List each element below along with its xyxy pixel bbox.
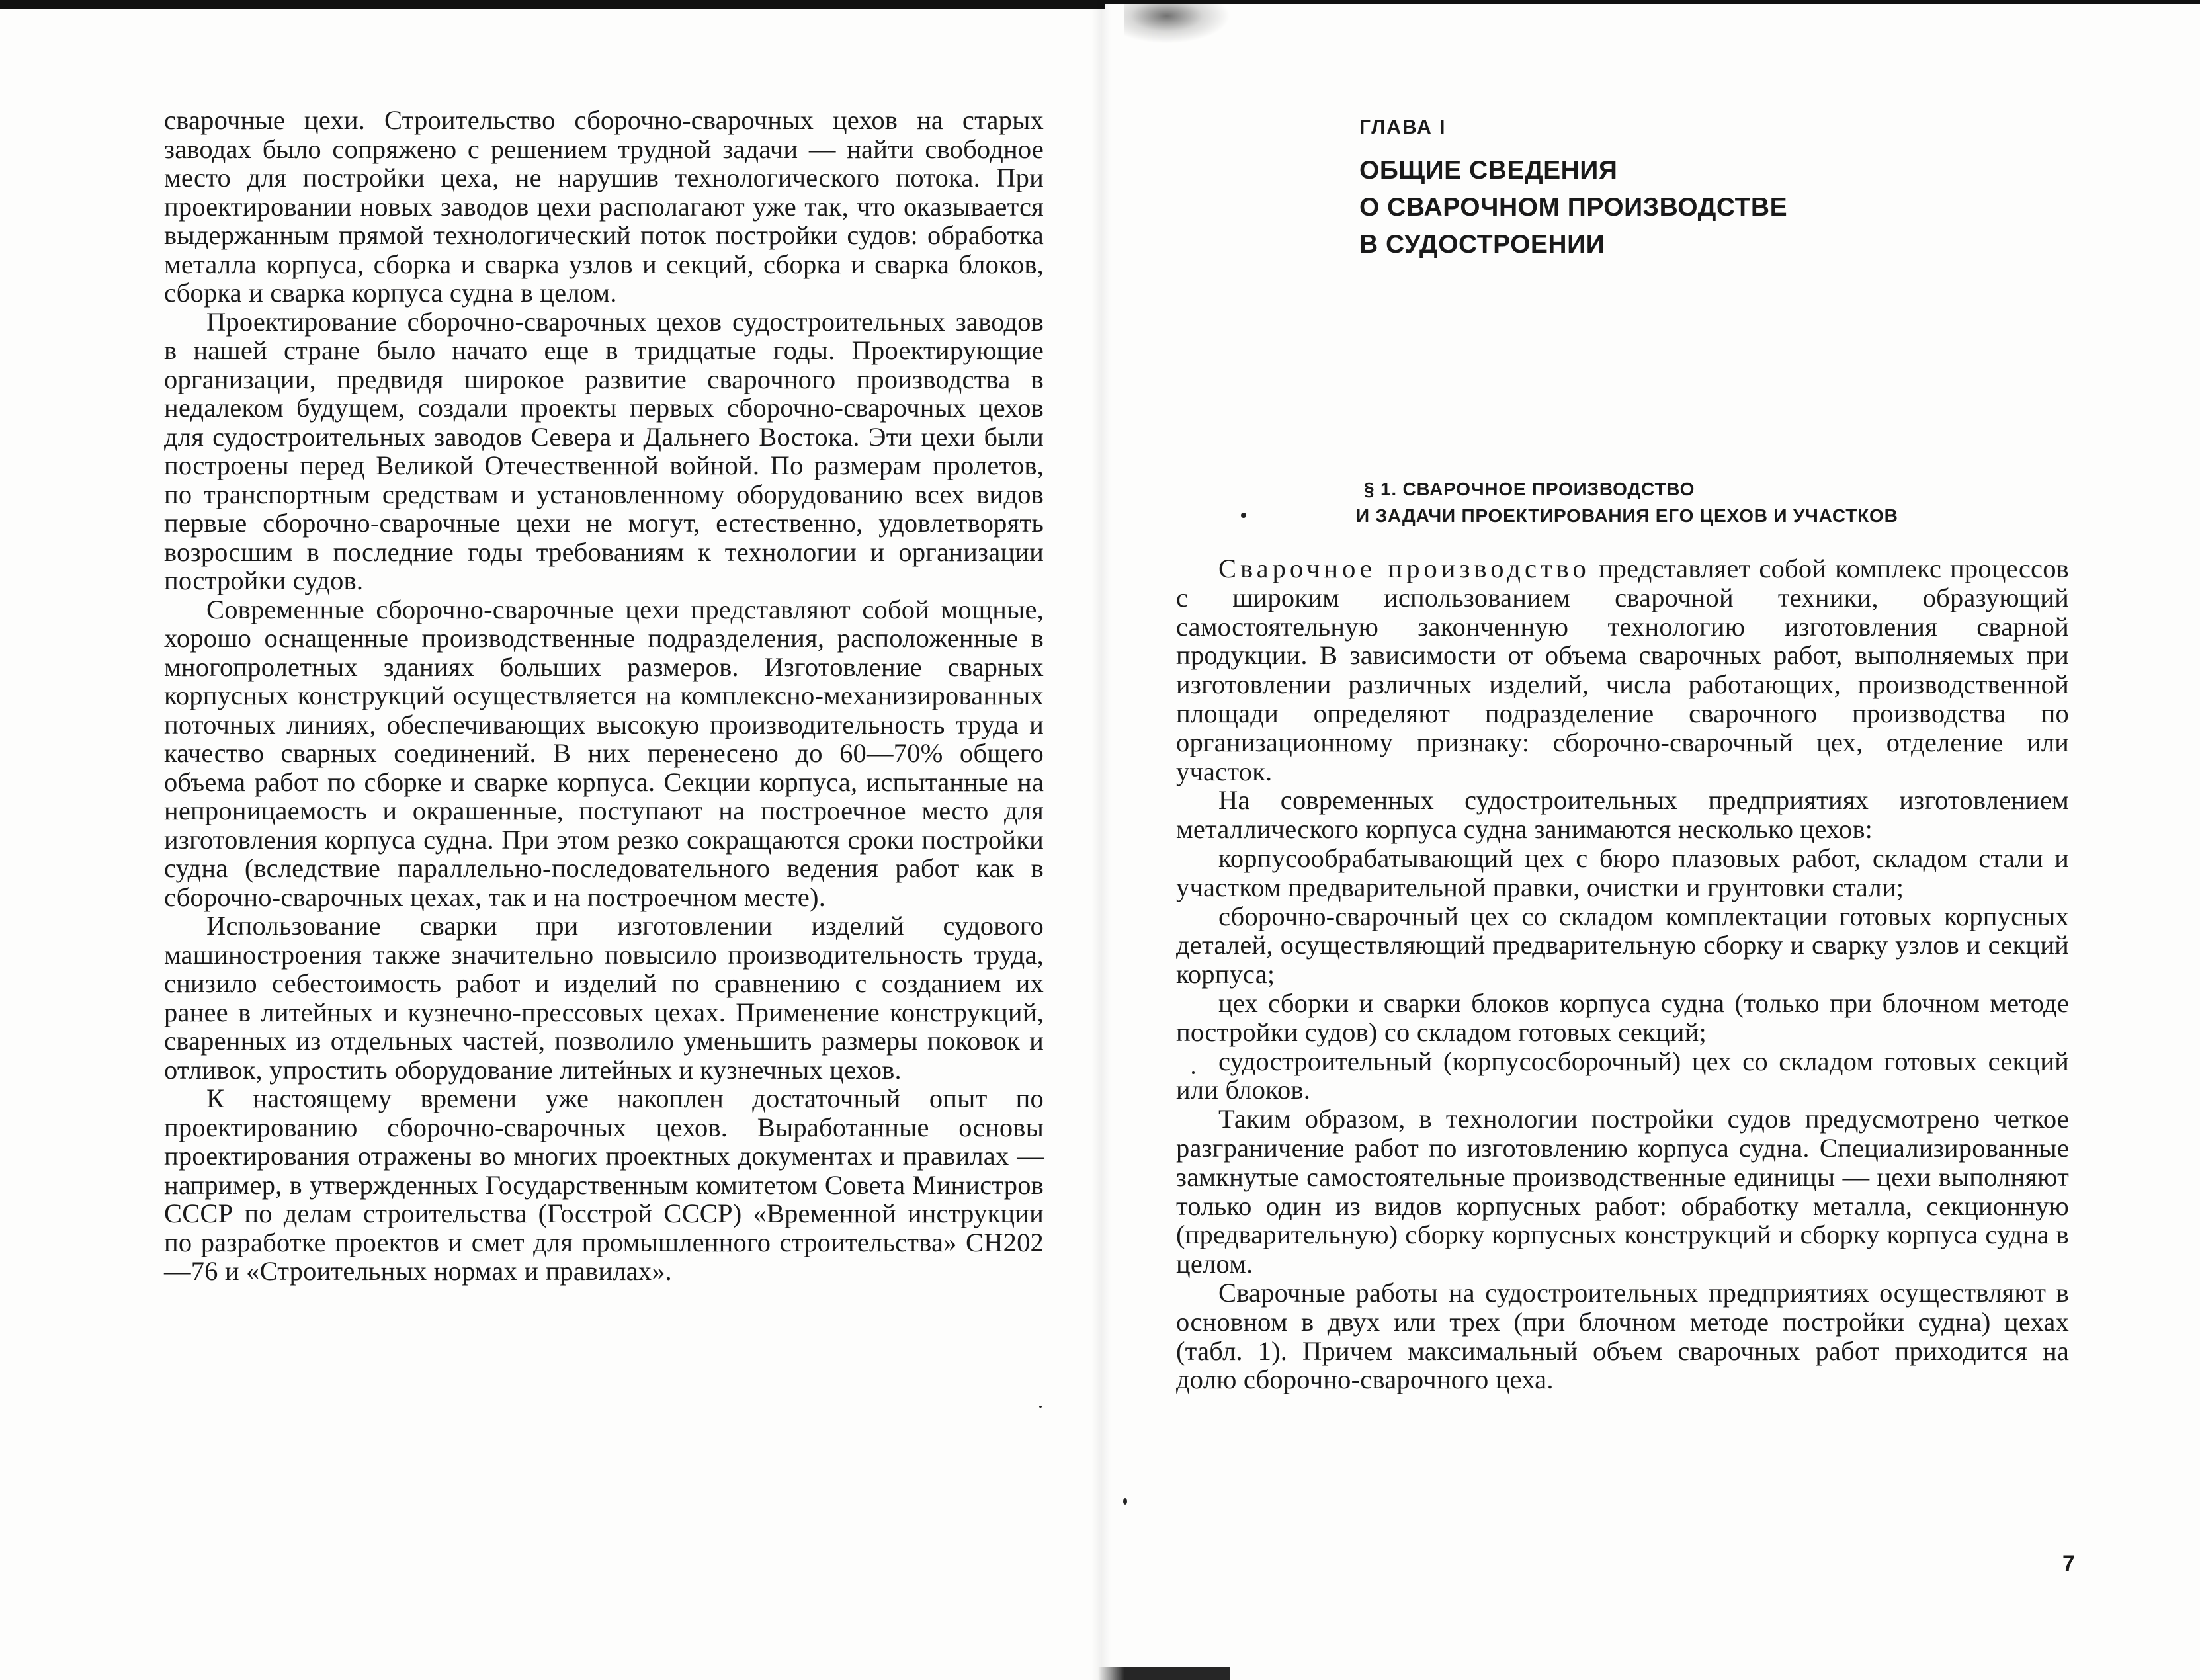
section-heading (1356, 476, 1898, 529)
paragraph: сборочно-сварочный цех со складом комплектации готовых корпусных деталей, осуществляющий предварительную сборку и сварку узлов и секций корпуса; (1176, 901, 2069, 989)
scan-edge-shadow (0, 0, 1105, 9)
scan-edge-shadow (1105, 0, 2200, 4)
right-page-text (1176, 554, 2069, 1394)
paragraph: Проектирование сборочно-сварочных цехов судостроительных заводов в нашей стране было начато еще в тридцатые годы. Проектирующие организации, предвидя широкое развитие сварочного производства в недалеком будущем, создали проекты первых сборочно-сварочных цехов для судостроительных заводов Севера и Дальнего Востока. Эти цехи были построены перед Великой Отечественной войной. По размерам пролетов, по транспортным средствам и установленному оборудованию всех видов первые сборочно-сварочные цехи не могут, естественно, удовлетворять возросшим в последние годы требованиям к технологии и организации постройки судов. (164, 306, 1044, 595)
chapter-header (1359, 116, 1787, 263)
paragraph: Использование сварки при изготовлении изделий судового машиностроения также значительно повысило производительность труда, снизило себестоимость работ и изделий по сравнению с созданием их ранее в литейных и кузнечно-прессовых цехах. Применение конструкций, сваренных из отдельных частей, позволило уменьшить размеры поковок и отливок, упростить оборудование литейных и кузнечных цехов. (164, 911, 1044, 1085)
paragraph: К настоящему времени уже накоплен достаточный опыт по проектированию сборочно-сварочных цехов. Выработанные основы проектирования отражены во многих проектных документах и правилах — например, в утвержденных Государственным комитетом Совета Министров СССР по делам строительства (Госстрой СССР) «Временной инструкции по разработке проектов и смет для промышленного строительства» СН202—76 и «Строительных нормах и правилах». (164, 1083, 1044, 1286)
paragraph: сварочные цехи. Строительство сборочно-сварочных цехов на старых заводах было сопряжено с решением трудной задачи — найти свободное место для постройки цеха, не нарушив технологического потока. При проектировании новых заводов цехи располагают уже так, что оказывается выдержанным прямой технологический поток постройки судов: обработка металла корпуса, сборка и сварка узлов и секций, сборка и сварка блоков, сборка и сварка корпуса судна в целом. (164, 105, 1044, 308)
left-page-text (164, 106, 1044, 1286)
scan-dust (1039, 1406, 1042, 1408)
chapter-label: ГЛАВА I (1359, 116, 1447, 138)
section-heading-line: § 1. СВАРОЧНОЕ ПРОИЗВОДСТВО (1364, 479, 1695, 499)
scan-edge-shadow (1098, 1667, 1230, 1680)
paragraph: корпусообрабатывающий цех с бюро плазовых работ, складом стали и участком предварительной правки, очистки и грунтовки стали; (1176, 843, 2069, 902)
chapter-title (1359, 152, 1787, 263)
chapter-title-line: О СВАРОЧНОМ ПРОИЗВОДСТВЕ (1359, 193, 1788, 222)
paragraph: Современные сборочно-сварочные цехи представляют собой мощные, хорошо оснащенные производственные подразделения, расположенные в многопролетных зданиях больших размеров. Изготовление сварных корпусных конструкций осуществляется на комплексно-механизированных поточных линиях, обеспечивающих высокую производительность труда и качество сварных соединений. В них перенесено до 60—70% общего объема работ по сборке и сварке корпуса. Секции корпуса, испытанные на непроницаемость и окрашенные, поступают на построечное место для изготовления корпуса судна. При этом резко сокращаются сроки постройки судна (вследствие параллельно-последовательного ведения работ как в сборочно-сварочных цехах, так и на построечном месте). (164, 594, 1044, 912)
chapter-title-line: В СУДОСТРОЕНИИ (1359, 230, 1605, 259)
paragraph: Таким образом, в технологии постройки судов предусмотрено четкое разграничение работ по изготовлению корпуса судна. Специализированные замкнутые самостоятельные производственные единицы — цехи выполняют только один из видов корпусных работ: обработку металла, секционную (предварительную) сборку корпусных конструкций и сборку корпуса судна в целом. (1176, 1104, 2069, 1279)
paragraph (1176, 554, 2069, 786)
book-gutter (1091, 0, 1111, 1680)
lead-term: Сварочное производство (1218, 554, 1590, 583)
paragraph-text: представляет собой комплекс процессов с широким использованием сварочной техники, образующий самостоятельную законченную технологию изготовления сварной продукции. В зависимости от объема сварочных работ, выполняемых при изготовлении различных изделий, числа работающих, производственной площади определяют подразделение сварочного производства по организационному признаку: сборочно-сварочный цех, отделение или участок. (1176, 554, 2069, 786)
scan-speckle (1124, 4, 1230, 44)
scan-dust (1123, 1498, 1127, 1505)
chapter-title-line: ОБЩИЕ СВЕДЕНИЯ (1359, 156, 1618, 185)
page-number: 7 (2062, 1551, 2075, 1576)
section-heading-line: И ЗАДАЧИ ПРОЕКТИРОВАНИЯ ЕГО ЦЕХОВ И УЧАСТКОВ (1356, 505, 1898, 526)
scan-dust (1241, 513, 1246, 518)
paragraph: Сварочные работы на судостроительных предприятиях осуществляют в основном в двух или трех (при блочном методе постройки судна) цехах (табл. 1). Причем максимальный объем сварочных работ приходится на долю сборочно-сварочного цеха. (1176, 1277, 2069, 1395)
paragraph: судостроительный (корпусосборочный) цех со складом готовых секций или блоков. (1176, 1046, 2069, 1105)
paragraph: цех сборки и сварки блоков корпуса судна (только при блочном методе постройки судов) со складом готовых секций; (1176, 987, 2069, 1047)
paragraph: На современных судостроительных предприятиях изготовлением металлического корпуса судна занимаются несколько цехов: (1176, 785, 2069, 845)
